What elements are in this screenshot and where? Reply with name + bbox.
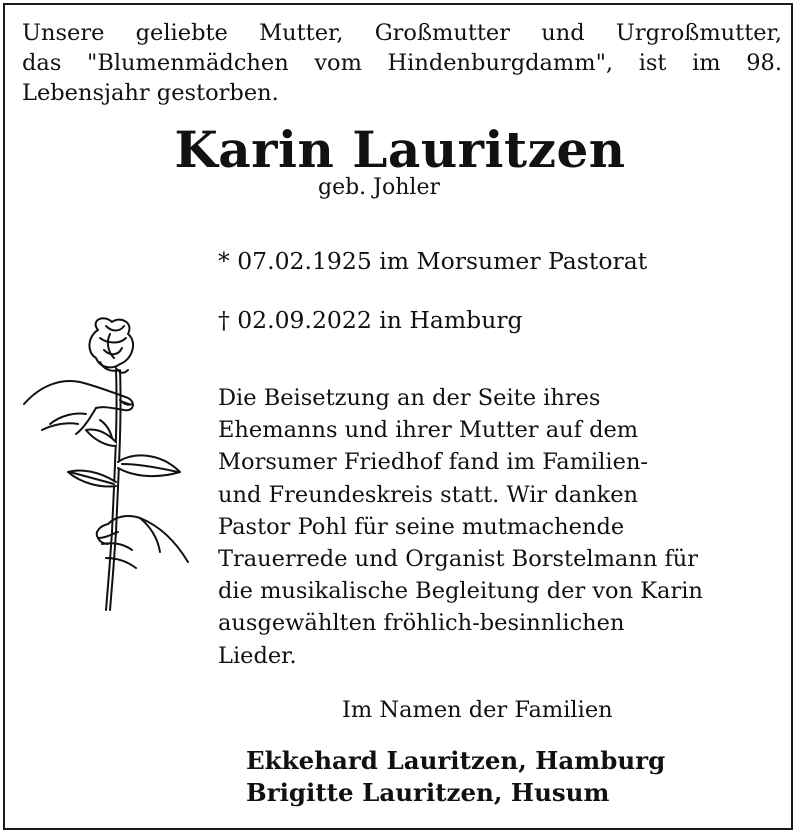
deceased-name: Karin Lauritzen xyxy=(174,120,626,179)
rose-in-hands-icon xyxy=(20,312,195,622)
maiden-name: geb. Johler xyxy=(318,175,440,200)
body-line: Trauerrede und Organist Borstelmann für xyxy=(218,546,699,573)
signer-name: Brigitte Lauritzen, Husum xyxy=(246,778,610,807)
signer-name: Ekkehard Lauritzen, Hamburg xyxy=(246,746,666,775)
birth-line: * 07.02.1925 im Morsumer Pastorat xyxy=(218,247,648,275)
intro-line: Lebensjahr gestorben. xyxy=(22,80,279,106)
intro-paragraph xyxy=(22,18,782,108)
intro-line: das "Blumenmädchen vom Hindenburgdamm", ist im 98. xyxy=(22,50,782,76)
body-line: Ehemanns und ihrer Mutter auf dem xyxy=(218,417,639,444)
closing-line: Im Namen der Familien xyxy=(342,697,613,723)
death-line: † 02.09.2022 in Hamburg xyxy=(218,306,523,334)
signers-block xyxy=(246,745,665,809)
funeral-notice-paragraph xyxy=(218,382,778,672)
body-line: Die Beisetzung an der Seite ihres xyxy=(218,385,601,411)
body-line: Morsumer Friedhof fand im Familien- xyxy=(218,449,649,476)
body-line: und Freundeskreis statt. Wir danken xyxy=(218,481,639,508)
body-line: Pastor Pohl für seine mutmachende xyxy=(218,513,625,540)
body-line: Lieder. xyxy=(218,642,297,669)
body-line: ausgewählten fröhlich-besinnlichen xyxy=(218,610,625,637)
body-line: die musikalische Begleitung der von Karin xyxy=(218,578,703,605)
intro-line: Unsere geliebte Mutter, Großmutter und Urgroßmutter, xyxy=(22,20,782,46)
